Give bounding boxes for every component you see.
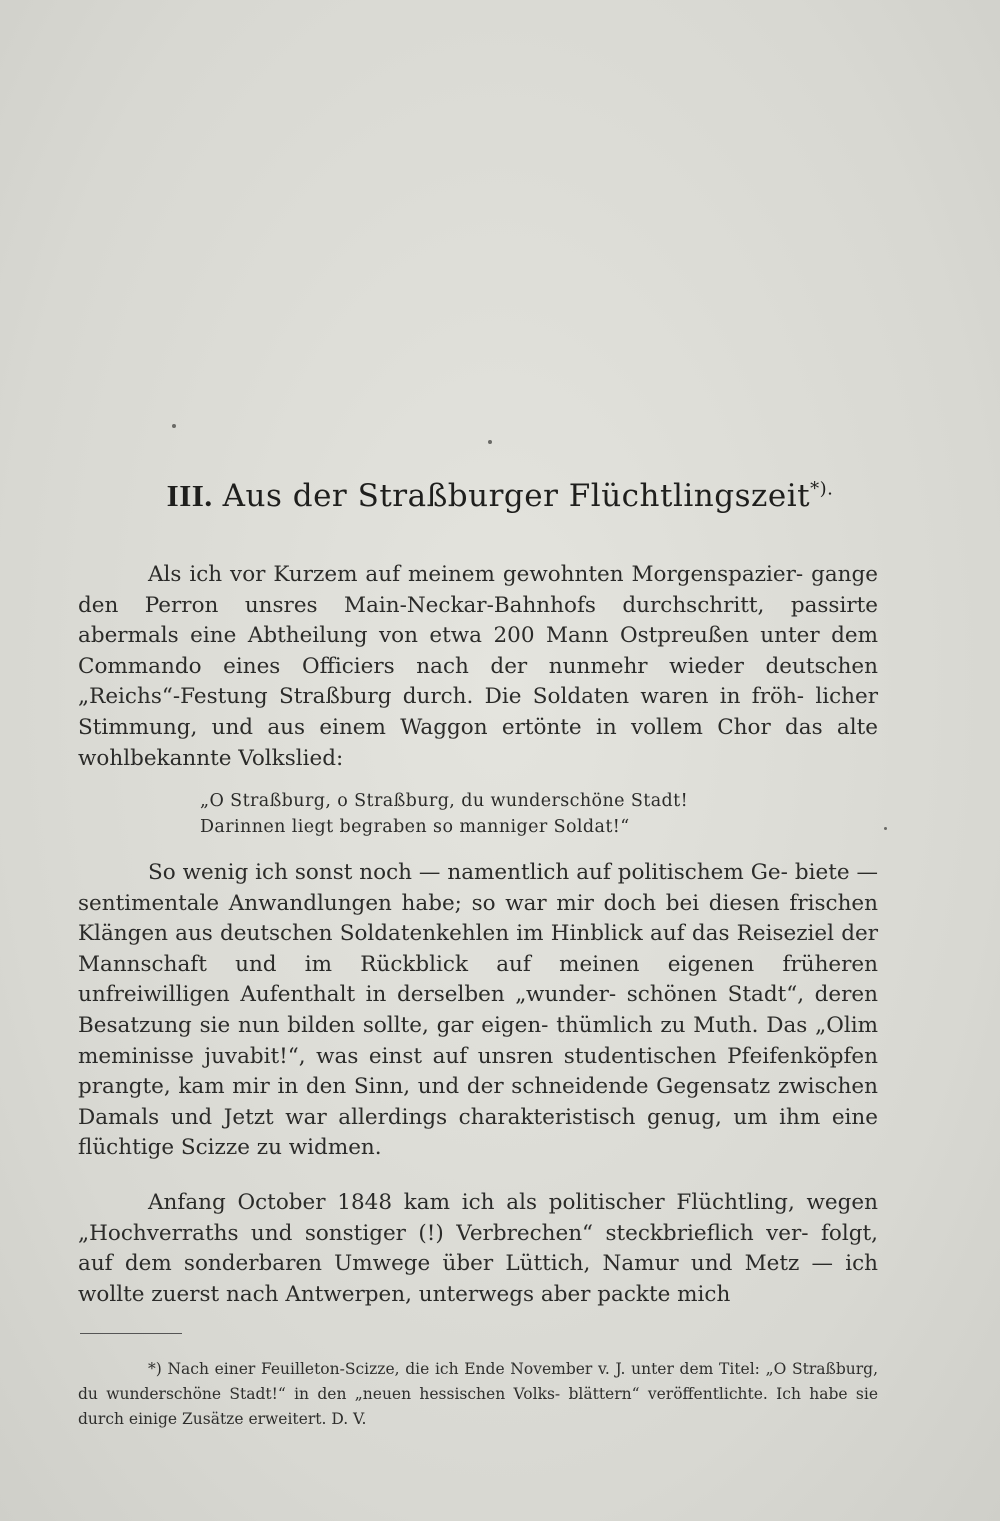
body-paragraph-2	[78, 858, 878, 1164]
print-speck	[172, 424, 176, 428]
chapter-heading	[80, 478, 920, 514]
print-speck	[884, 827, 887, 830]
print-speck	[488, 440, 492, 444]
paragraph-text: Anfang October 1848 kam ich als politischer Flüchtling, wegen „Hochverraths und sonstiger (!) Verbrechen“ steckbrieflich ver- folgt, auf dem sonderbaren Umwege über Lüttich, Namur und Metz — ich wollte zuerst nach Antwerpen, unterwegs aber packte mich	[78, 1190, 878, 1307]
verse-line-2: Darinnen liegt begraben so manniger Soldat!“	[200, 817, 630, 837]
paragraph-text: So wenig ich sonst noch — namentlich auf politischem Ge- biete — sentimentale Anwandlungen habe; so war mir doch bei diesen frischen Klängen aus deutschen Soldatenkehlen im Hinblick auf das Reiseziel der Mannschaft und im Rückblick auf meinen eigenen früheren unfreiwilligen Aufenthalt in derselben „wunder- schönen Stadt“, deren Besatzung sie nun bilden sollte, gar eigen- thümlich zu Muth. Das „Olim meminisse juvabit!“, was einst auf unsren studentischen Pfeifenköpfen prangte, kam mir in den Sinn, und der schneidende Gegensatz zwischen Damals und Jetzt war allerdings charakteristisch genug, um ihm eine flüchtige Scizze zu widmen.	[78, 860, 878, 1161]
footnote-rule	[80, 1333, 182, 1334]
chapter-title: Aus der Straßburger Flüchtlingszeit	[222, 478, 811, 514]
body-paragraph-3	[78, 1188, 878, 1310]
folk-song-quote	[200, 788, 880, 840]
chapter-numeral: III.	[166, 478, 213, 513]
footnote-reference: *).	[810, 478, 834, 500]
paragraph-text: Als ich vor Kurzem auf meinem gewohnten Morgenspazier- gange den Perron unsres Main-Neckar-Bahnhofs durchschritt, passirte abermals eine Abtheilung von etwa 200 Mann Ostpreußen unter dem Commando eines Officiers nach der nunmehr wieder deutschen „Reichs“-Festung Straßburg durch. Die Soldaten waren in fröh- licher Stimmung, und aus einem Waggon ertönte in vollem Chor das alte wohlbekannte Volkslied:	[78, 562, 878, 771]
body-paragraph-1	[78, 560, 878, 774]
verse-line-1: „O Straßburg, o Straßburg, du wunderschöne Stadt!	[200, 791, 689, 811]
footnote: *) Nach einer Feuilleton-Scizze, die ich Ende November v. J. unter dem Titel: „O Straßburg, du wunderschöne Stadt!“ in den „neuen hessischen Volks- blättern“ veröffentlichte. Ich habe sie durch einige Zusätze erweitert. D. V.	[78, 1360, 878, 1428]
